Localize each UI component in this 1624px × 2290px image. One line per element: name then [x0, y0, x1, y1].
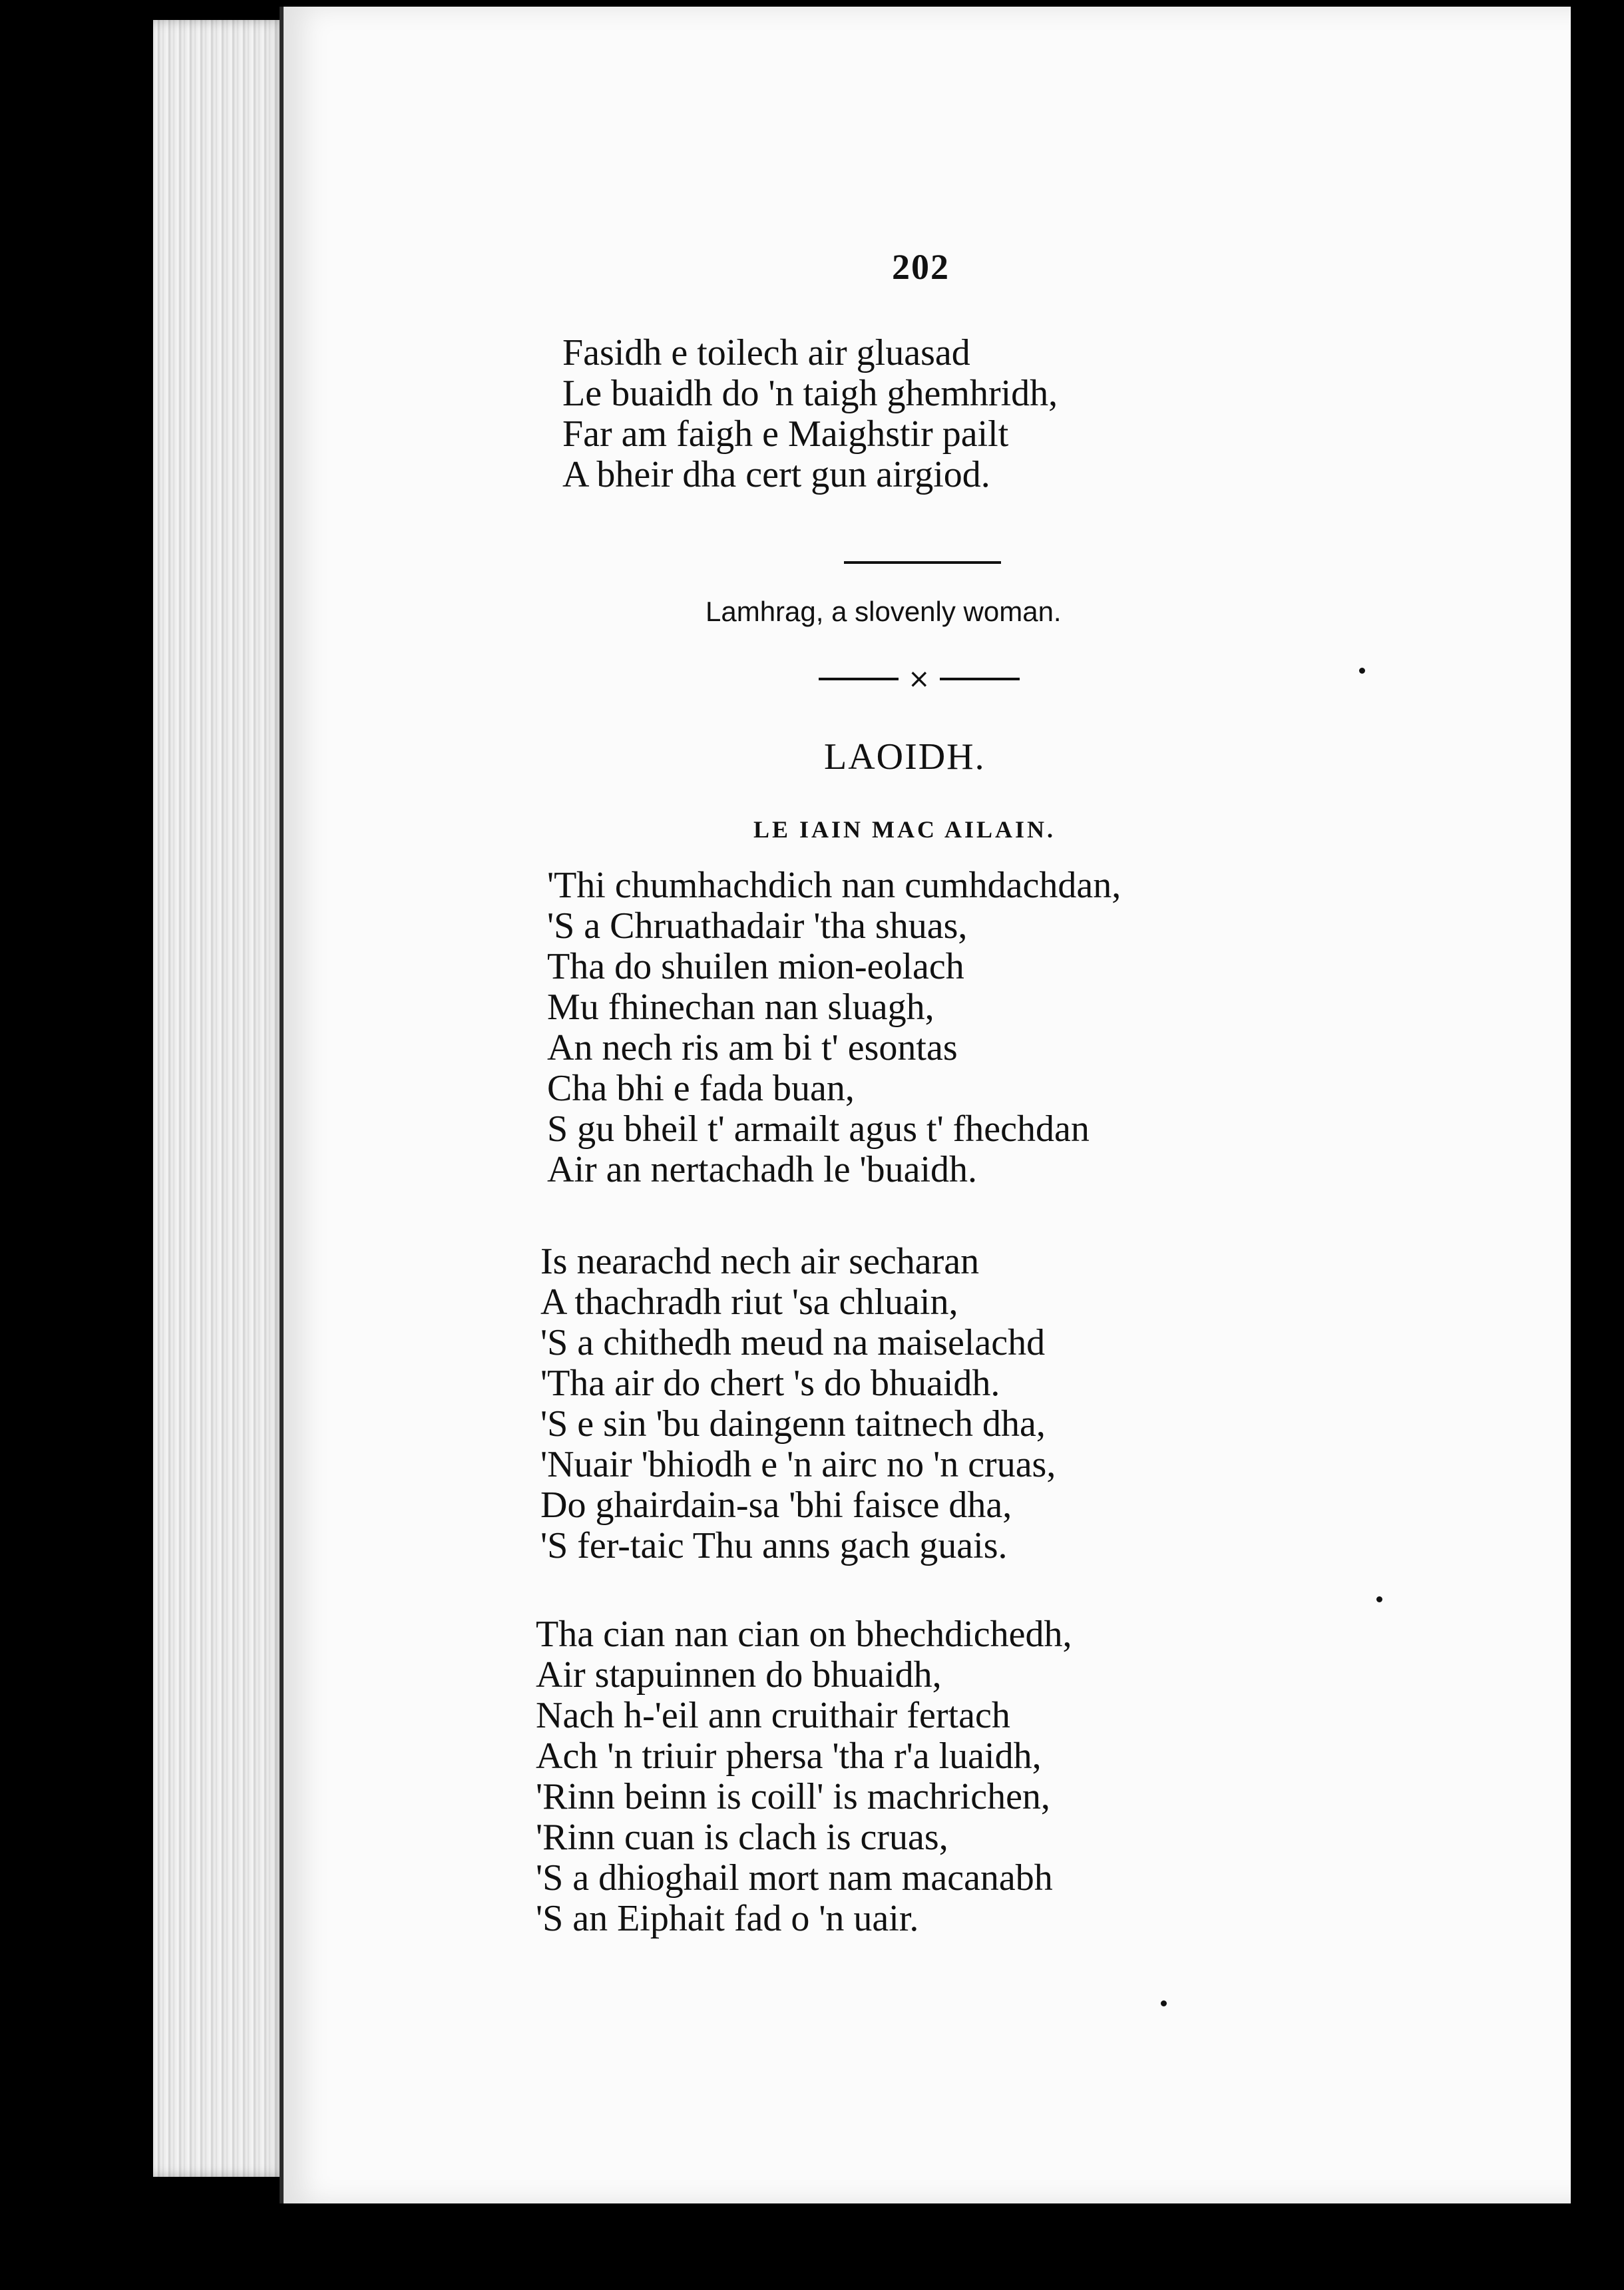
verse-line: Nach h-'eil ann cruithair fertach [536, 1695, 1010, 1736]
ornament-divider [819, 666, 1020, 692]
verse-line: 'S a Chruathadair 'tha shuas, [547, 905, 968, 947]
verse-line: Do ghairdain-sa 'bhi faisce dha, [540, 1485, 1012, 1526]
ink-speck [1161, 2000, 1167, 2006]
poem-author: LE IAIN MAC AILAIN. [753, 816, 1056, 843]
divider-bar [819, 678, 899, 680]
verse-line: 'Nuair 'bhiodh e 'n airc no 'n cruas, [540, 1444, 1056, 1485]
verse-line: Air an nertachadh le 'buaidh. [547, 1149, 978, 1190]
verse-line: 'S e sin 'bu daingenn taitnech dha, [540, 1403, 1046, 1445]
divider-bar [940, 678, 1020, 680]
poem-title: LAOIDH. [824, 736, 986, 778]
verse-line: 'S a dhioghail mort nam macanabh [536, 1857, 1053, 1899]
verse-line: An nech ris am bi t' esontas [547, 1027, 958, 1068]
verse-line: Air stapuinnen do bhuaidh, [536, 1654, 942, 1696]
page-number: 202 [892, 247, 950, 287]
verse-line: A thachradh riut 'sa chluain, [540, 1281, 958, 1323]
section-rule [844, 561, 1001, 564]
verse-line: Far am faigh e Maighstir pailt [562, 413, 1009, 455]
verse-line: Fasidh e toilech air gluasad [562, 332, 970, 373]
closing-stanza [562, 333, 1058, 495]
book-page-edges [153, 20, 286, 2177]
ink-speck [1359, 668, 1365, 674]
verse-line: Tha do shuilen mion-eolach [547, 946, 964, 987]
verse-line: 'Tha air do chert 's do bhuaidh. [540, 1363, 1000, 1404]
ink-speck [1376, 1596, 1382, 1602]
verse-line: A bheir dha cert gun airgiod. [562, 454, 990, 495]
verse-line: 'S a chithedh meud na maiselachd [540, 1322, 1046, 1363]
scan-border-bottom [0, 2217, 1624, 2290]
footnote: Lamhrag, a slovenly woman. [706, 596, 1062, 627]
verse-line: Le buaidh do 'n taigh ghemhridh, [562, 373, 1058, 414]
verse-line: Mu fhinechan nan sluagh, [547, 987, 934, 1028]
verse-line: 'S fer-taic Thu anns gach guais. [540, 1525, 1008, 1566]
poem-stanza-1 [547, 865, 1121, 1190]
verse-line: Cha bhi e fada buan, [547, 1068, 855, 1109]
divider-mark: × [908, 664, 930, 694]
poem-stanza-2 [540, 1242, 1056, 1566]
scan-border-right [1571, 0, 1624, 2290]
verse-line: 'Rinn cuan is clach is cruas, [536, 1817, 948, 1858]
verse-line: Ach 'n triuir phersa 'tha r'a luaidh, [536, 1735, 1042, 1777]
verse-line: Is nearachd nech air secharan [540, 1241, 980, 1282]
verse-line: 'S an Eiphait fad o 'n uair. [536, 1898, 919, 1939]
verse-line: S gu bheil t' armailt agus t' fhechdan [547, 1108, 1090, 1150]
verse-line: Tha cian nan cian on bhechdichedh, [536, 1614, 1072, 1655]
verse-line: 'Thi chumhachdich nan cumhdachdan, [547, 865, 1121, 906]
verse-line: 'Rinn beinn is coill' is machrichen, [536, 1776, 1050, 1817]
poem-stanza-3 [536, 1614, 1072, 1939]
